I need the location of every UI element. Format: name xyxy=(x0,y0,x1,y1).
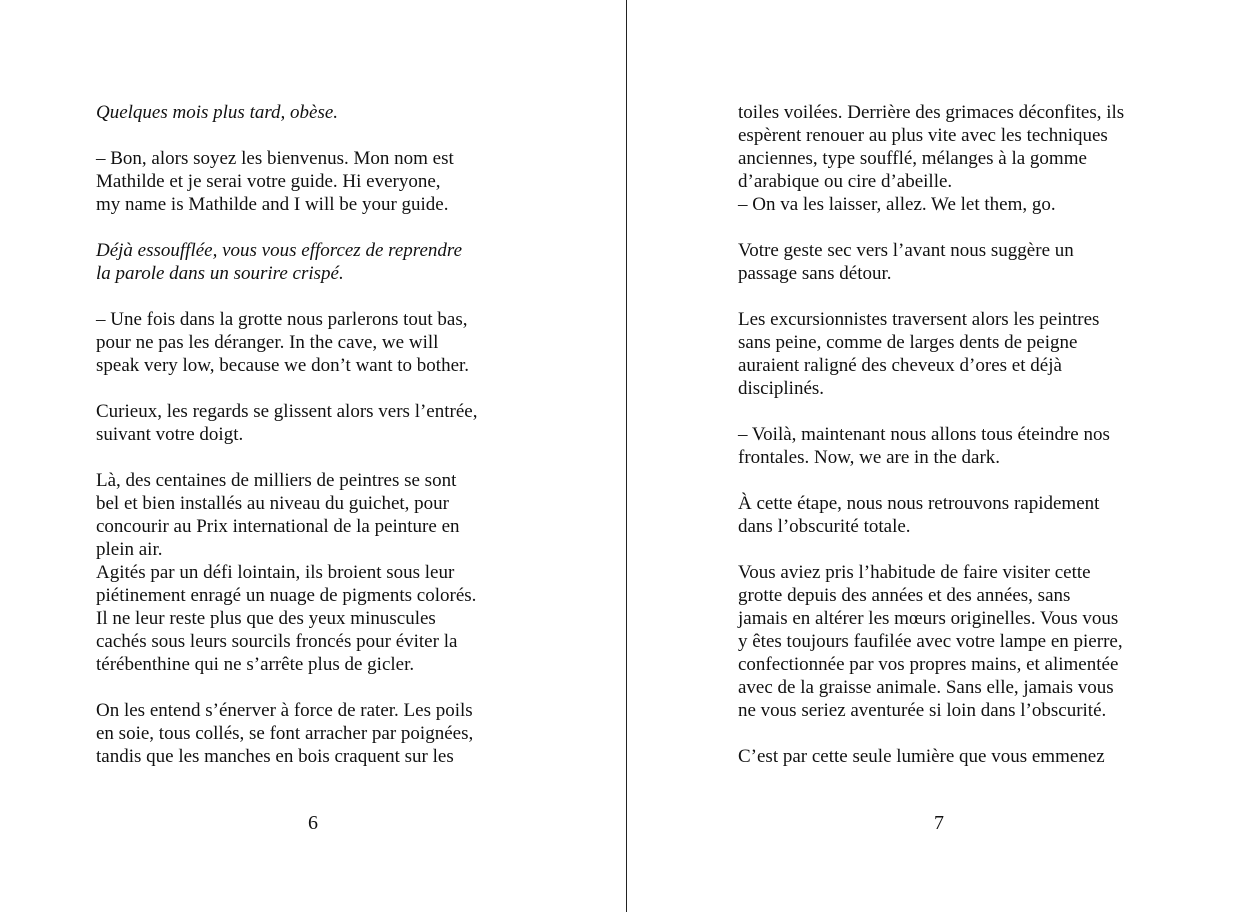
text-line: Quelques mois plus tard, obèse. xyxy=(96,102,339,123)
paragraph-spacer xyxy=(738,538,1168,561)
text-line: – Bon, alors soyez les bienvenus. Mon nom est xyxy=(96,148,454,169)
paragraph-spacer xyxy=(738,216,1168,239)
left-page-number: 6 xyxy=(308,812,318,834)
right-page-number: 7 xyxy=(934,812,944,834)
paragraph xyxy=(96,308,526,377)
paragraph xyxy=(96,101,526,124)
paragraph-spacer xyxy=(96,446,526,469)
paragraph-spacer xyxy=(96,285,526,308)
text-line: speak very low, because we don’t want to bother. xyxy=(96,355,470,376)
text-line: À cette étape, nous nous retrouvons rapidement xyxy=(738,493,1100,514)
text-line: y êtes toujours faufilée avec votre lampe en pierre, xyxy=(738,631,1123,652)
text-line: Mathilde et je serai votre guide. Hi everyone, xyxy=(96,171,441,192)
right-page-text xyxy=(738,101,1168,768)
text-line: avec de la graisse animale. Sans elle, jamais vous xyxy=(738,677,1114,698)
paragraph xyxy=(738,745,1168,768)
paragraph-spacer xyxy=(96,216,526,239)
paragraph-spacer xyxy=(96,377,526,400)
text-line: Déjà essoufflée, vous vous efforcez de reprendre xyxy=(96,240,463,261)
text-line: pour ne pas les déranger. In the cave, we will xyxy=(96,332,439,353)
text-line: térébenthine qui ne s’arrête plus de gicler. xyxy=(96,654,415,675)
text-line: Curieux, les regards se glissent alors vers l’entrée, xyxy=(96,401,478,422)
text-line: dans l’obscurité totale. xyxy=(738,516,911,537)
text-line: C’est par cette seule lumière que vous emmenez xyxy=(738,746,1105,767)
text-line: Votre geste sec vers l’avant nous suggère un xyxy=(738,240,1074,261)
paragraph-spacer xyxy=(96,124,526,147)
text-line: Les excursionnistes traversent alors les peintres xyxy=(738,309,1100,330)
paragraph-spacer xyxy=(96,676,526,699)
text-line: Agités par un défi lointain, ils broient sous leur xyxy=(96,562,455,583)
text-line: frontales. Now, we are in the dark. xyxy=(738,447,1001,468)
text-line: On les entend s’énerver à force de rater. Les poils xyxy=(96,700,473,721)
text-line: – Voilà, maintenant nous allons tous éteindre nos xyxy=(738,424,1110,445)
text-line: en soie, tous collés, se font arracher par poignées, xyxy=(96,723,474,744)
text-line: toiles voilées. Derrière des grimaces déconfites, ils xyxy=(738,102,1125,123)
right-page xyxy=(627,0,1252,912)
text-line: Il ne leur reste plus que des yeux minuscules xyxy=(96,608,436,629)
paragraph xyxy=(738,308,1168,400)
text-line: espèrent renouer au plus vite avec les techniques xyxy=(738,125,1108,146)
paragraph xyxy=(738,101,1168,216)
paragraph xyxy=(738,423,1168,469)
paragraph xyxy=(96,239,526,285)
text-line: confectionnée par vos propres mains, et alimentée xyxy=(738,654,1119,675)
text-line: d’arabique ou cire d’abeille. xyxy=(738,171,953,192)
paragraph-spacer xyxy=(738,722,1168,745)
text-line: suivant votre doigt. xyxy=(96,424,244,445)
paragraph xyxy=(738,561,1168,722)
text-line: tandis que les manches en bois craquent sur les xyxy=(96,746,454,767)
text-line: sans peine, comme de larges dents de peigne xyxy=(738,332,1078,353)
text-line: auraient raligné des cheveux d’ores et déjà xyxy=(738,355,1062,376)
text-line: cachés sous leurs sourcils froncés pour éviter la xyxy=(96,631,458,652)
paragraph xyxy=(738,239,1168,285)
text-line: passage sans détour. xyxy=(738,263,892,284)
text-line: piétinement enragé un nuage de pigments colorés. xyxy=(96,585,477,606)
text-line: Là, des centaines de milliers de peintres se sont xyxy=(96,470,457,491)
paragraph-spacer xyxy=(738,469,1168,492)
text-line: Vous aviez pris l’habitude de faire visiter cette xyxy=(738,562,1091,583)
text-line: plein air. xyxy=(96,539,163,560)
text-line: disciplinés. xyxy=(738,378,825,399)
text-line: concourir au Prix international de la peinture en xyxy=(96,516,460,537)
paragraph-spacer xyxy=(738,400,1168,423)
paragraph xyxy=(96,400,526,446)
paragraph xyxy=(96,147,526,216)
text-line: my name is Mathilde and I will be your guide. xyxy=(96,194,449,215)
paragraph xyxy=(738,492,1168,538)
text-line: – On va les laisser, allez. We let them, go. xyxy=(738,194,1056,215)
paragraph xyxy=(96,469,526,676)
text-line: anciennes, type soufflé, mélanges à la gomme xyxy=(738,148,1087,169)
text-line: ne vous seriez aventurée si loin dans l’obscurité. xyxy=(738,700,1107,721)
text-line: la parole dans un sourire crispé. xyxy=(96,263,344,284)
text-line: – Une fois dans la grotte nous parlerons tout bas, xyxy=(96,309,468,330)
paragraph xyxy=(96,699,526,768)
text-line: bel et bien installés au niveau du guichet, pour xyxy=(96,493,449,514)
paragraph-spacer xyxy=(738,285,1168,308)
left-page-text xyxy=(96,101,526,768)
text-line: jamais en altérer les mœurs originelles. Vous vous xyxy=(738,608,1119,629)
text-line: grotte depuis des années et des années, sans xyxy=(738,585,1071,606)
